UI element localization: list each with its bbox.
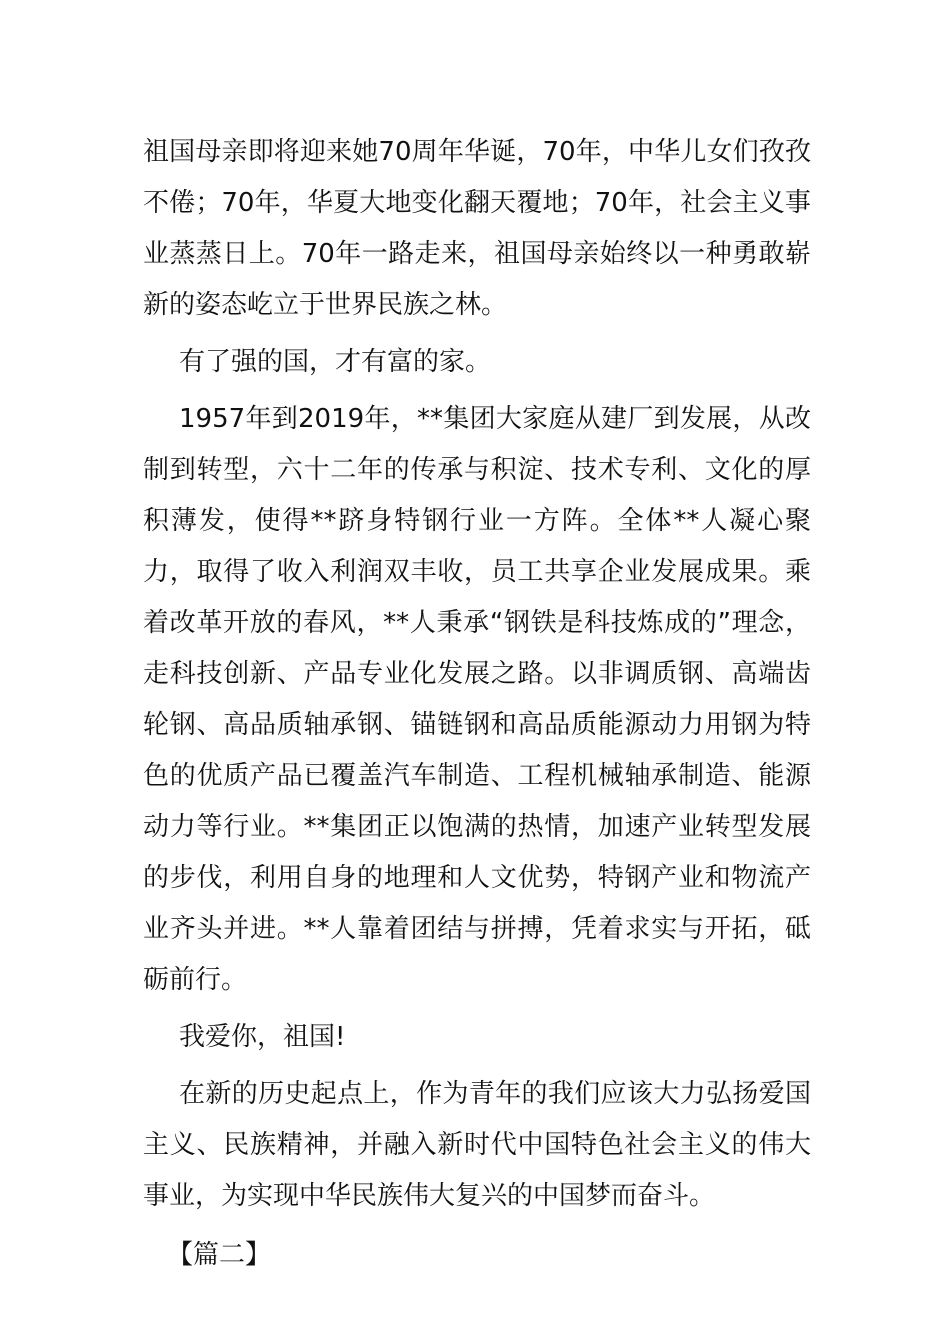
paragraph-group-history: 1957年到2019年，**集团大家庭从建厂到发展，从改制到转型，六十二年的传承与积淀、技术专利、文化的厚积薄发，使得**跻身特钢行业一方阵。全体**人凝心聚力，取得了收入利润双丰收，员工共享企业发展成果。乘着改革开放的春风，**人秉承“钢铁是科技炼成的”理念，走科技创新、产品专业化发展之路。以非调质钢、高端齿轮钢、高品质轴承钢、锚链钢和高品质能源动力用钢为特色的优质产品已覆盖汽车制造、工程机械轴承制造、能源动力等行业。**集团正以饱满的热情，加速产业转型发展的步伐，利用自身的地理和人文优势，特钢产业和物流产业齐头并进。**人靠着团结与拼搏，凭着求实与开拓，砥砺前行。 [143, 404, 811, 995]
paragraph-new-era: 在新的历史起点上，作为青年的我们应该大力弘扬爱国主义、民族精神，并融入新时代中国特色社会主义的伟大事业，为实现中华民族伟大复兴的中国梦而奋斗。 [143, 1079, 811, 1211]
section-heading-part-two: 【篇二】 [167, 1240, 272, 1270]
paragraph-strong-nation: 有了强的国，才有富的家。 [179, 347, 492, 377]
paragraph-intro: 祖国母亲即将迎来她70周年华诞，70年，中华儿女们孜孜不倦；70年，华夏大地变化翻天覆地；70年，社会主义事业蒸蒸日上。70年一路走来，祖国母亲始终以一种勇敢崭新的姿态屹立于世界民族之林。 [143, 137, 811, 320]
document-body [143, 127, 811, 1281]
paragraph-love-motherland: 我爱你，祖国! [179, 1022, 346, 1052]
